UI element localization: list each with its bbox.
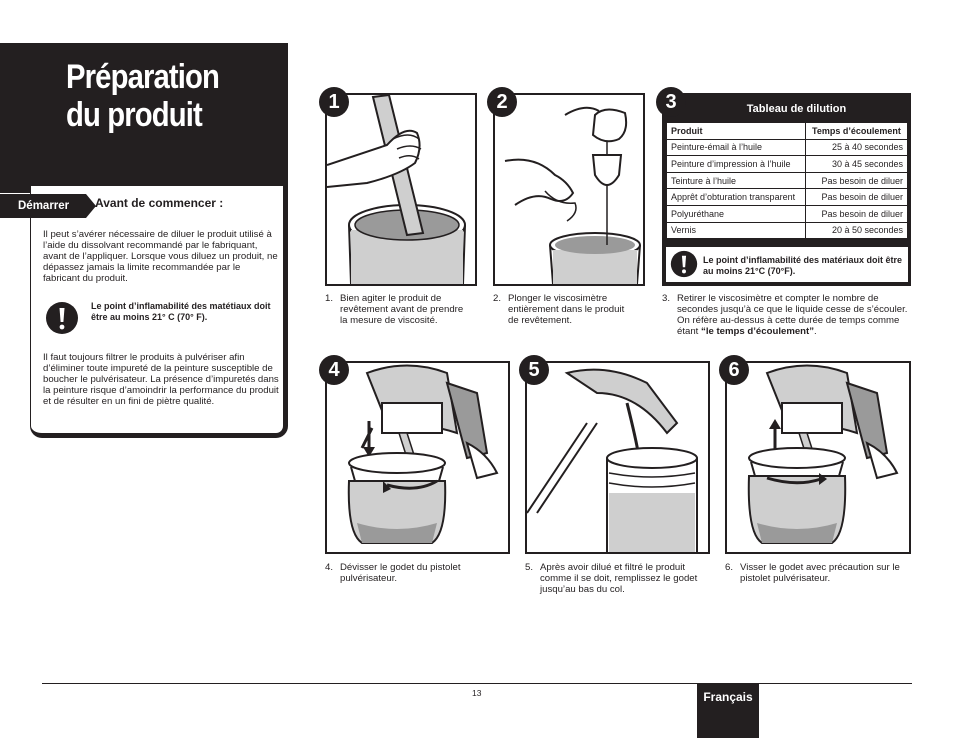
pour-paint-illustration bbox=[527, 363, 708, 552]
dilution-table bbox=[666, 122, 908, 239]
intro-paragraph: Il peut s’avérer nécessaire de diluer le produit utilisé à l’aide du dissolvant recommandé par le fabriquant, avant de l’appliquer. Lorsque vous diluez un produit, ne dépassez jamais la limite recommandée par le fabricant du produit. bbox=[43, 229, 278, 284]
product-cell: Peinture d’impression à l’huile bbox=[667, 156, 806, 173]
step-5-number: 5 bbox=[519, 355, 549, 385]
language-tab: Français bbox=[697, 684, 759, 738]
intro-warning bbox=[43, 297, 279, 343]
table-row bbox=[667, 172, 908, 189]
time-cell: 25 à 40 secondes bbox=[805, 139, 907, 156]
step-2-number: 2 bbox=[487, 87, 517, 117]
step-5-frame bbox=[525, 361, 710, 554]
product-cell: Vernis bbox=[667, 222, 806, 239]
table-row bbox=[667, 156, 908, 173]
table-row bbox=[667, 205, 908, 222]
step-2-caption: 2. Plonger le viscosimètre entièrement dans le produit de revêtement. bbox=[493, 293, 625, 326]
step-6-caption: 6. Visser le godet avec précaution sur le pistolet pulvérisateur. bbox=[725, 562, 900, 584]
step-4-number: 4 bbox=[319, 355, 349, 385]
step-3-caption: 3. Retirer le viscosimètre et compter le nombre de secondes jusqu’à ce que le liquide cesse de s’écouler. On réfère au-dessus à cette durée de temps comme étant “le temps d’écoulement”. bbox=[662, 293, 908, 337]
step-6-number: 6 bbox=[719, 355, 749, 385]
page-number: 13 bbox=[472, 688, 482, 698]
step-6-frame bbox=[725, 361, 911, 554]
column-header: Produit bbox=[667, 123, 806, 140]
viscosimeter-illustration bbox=[495, 95, 643, 284]
time-cell: 30 à 45 secondes bbox=[805, 156, 907, 173]
dilution-table-title: Tableau de dilution bbox=[746, 103, 847, 115]
warning-icon bbox=[670, 250, 698, 278]
time-cell: Pas besoin de diluer bbox=[805, 205, 907, 222]
step-4-frame bbox=[325, 361, 510, 554]
section-heading: Avant de commencer : bbox=[95, 196, 224, 210]
product-cell: Apprêt d’obturation transparent bbox=[667, 189, 806, 206]
time-cell: Pas besoin de diluer bbox=[805, 189, 907, 206]
table-row bbox=[667, 189, 908, 206]
hand-stirring-illustration bbox=[327, 95, 475, 284]
product-cell: Teinture à l’huile bbox=[667, 172, 806, 189]
table-row bbox=[667, 139, 908, 156]
dilution-warning bbox=[666, 247, 908, 282]
step-3-number: 3 bbox=[656, 87, 686, 117]
time-cell: Pas besoin de diluer bbox=[805, 172, 907, 189]
step-1-caption: 1. Bien agiter le produit de revêtement avant de prendre la mesure de viscosité. bbox=[325, 293, 464, 326]
start-tab: Démarrer bbox=[0, 194, 86, 218]
footer-rule bbox=[42, 683, 912, 684]
spray-gun-unscrew-illustration bbox=[327, 363, 508, 552]
product-cell: Peinture-émail à l’huile bbox=[667, 139, 806, 156]
time-cell: 20 à 50 secondes bbox=[805, 222, 907, 239]
intro-warning-text: Le point d’inflamabilité des matétiaux doit être au moins 21° C (70° F). bbox=[91, 301, 271, 322]
warning-icon bbox=[45, 301, 79, 335]
page-title: Préparation du produit bbox=[66, 58, 220, 134]
product-cell: Polyuréthane bbox=[667, 205, 806, 222]
step-1-number: 1 bbox=[319, 87, 349, 117]
step-4-caption: 4. Dévisser le godet du pistolet pulvérisateur. bbox=[325, 562, 461, 584]
step-1-frame bbox=[325, 93, 477, 286]
table-header-row bbox=[667, 123, 908, 140]
step-2-frame bbox=[493, 93, 645, 286]
intro-paragraph: Il faut toujours filtrer le produits à pulvériser afin d’éliminer toute impureté de la peinture susceptible de boucher le pulvérisateur. La présence d’impuretés dans la peinture risque d’amoindrir la performance du produit et de résulter en un fini de piètre qualité. bbox=[43, 352, 279, 407]
column-header: Temps d’écoulement bbox=[805, 123, 907, 140]
spray-gun-screw-illustration bbox=[727, 363, 909, 552]
step-5-caption: 5. Après avoir dilué et filtré le produit comme il se doit, remplissez le godet jusqu’au bas du col. bbox=[525, 562, 698, 595]
table-row bbox=[667, 222, 908, 239]
dilution-warning-text: Le point d’inflamabilité des matériaux doit être au moins 21°C (70°F). bbox=[703, 255, 903, 276]
